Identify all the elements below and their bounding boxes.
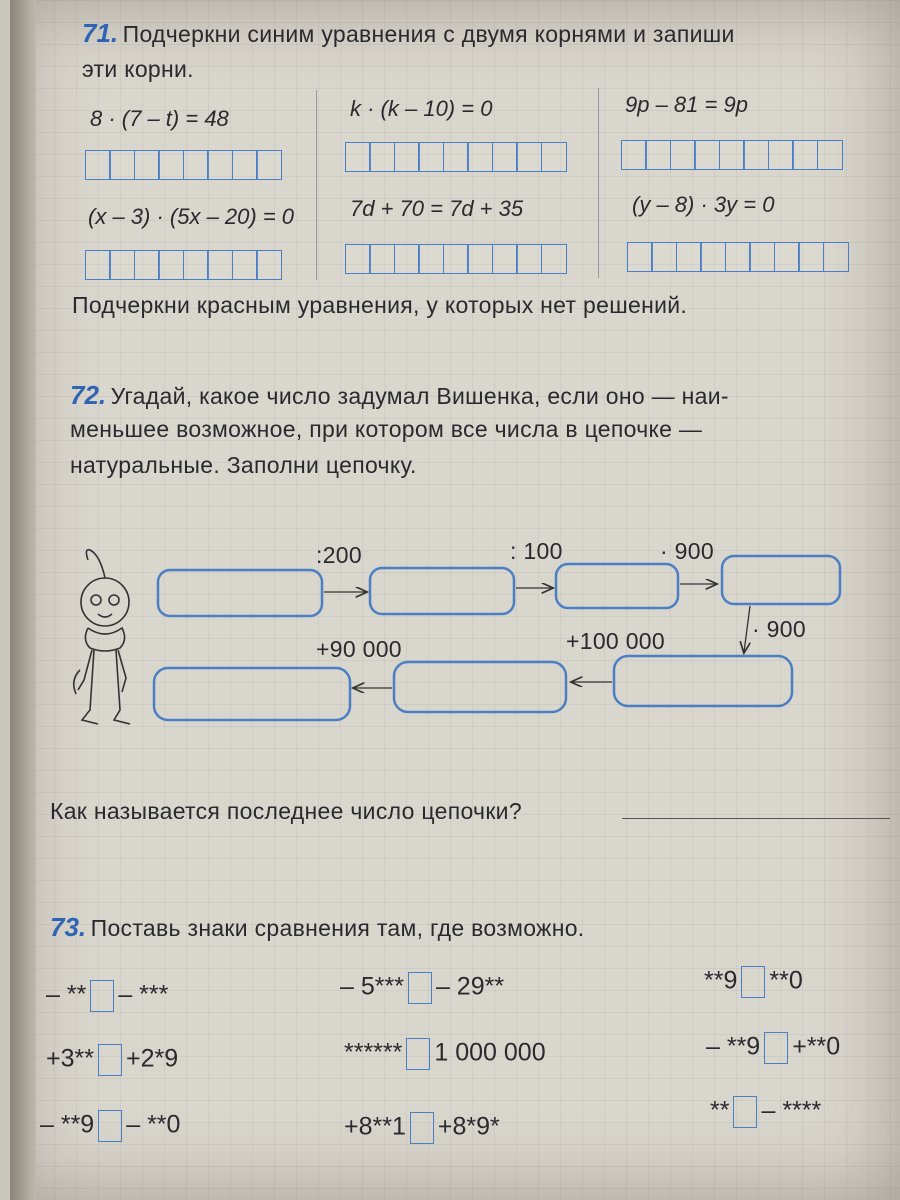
comparison-item (46, 1044, 178, 1076)
answer-cells[interactable] (346, 244, 567, 274)
equation-3: 9p – 81 = 9p (625, 92, 748, 117)
task-text: Поставь знаки сравнения там, где возможно. (90, 915, 585, 941)
task-text-cont: эти корни. (82, 56, 194, 82)
op-label-6: +90 000 (316, 636, 402, 662)
equation-1: 8 · (7 – t) = 48 (90, 106, 229, 131)
answer-cells[interactable] (86, 250, 282, 280)
comparison-box[interactable] (406, 1038, 430, 1070)
op-label-1: :200 (316, 542, 362, 568)
right-operand: – **** (761, 1096, 822, 1125)
comparison-box[interactable] (408, 972, 432, 1004)
op-label-5: +100 000 (566, 628, 665, 654)
task-text: Угадай, какое число задумал Вишенка, если оно — наи- (110, 383, 729, 409)
comparison-item (344, 1038, 546, 1070)
exercise-number: 71. (82, 18, 119, 48)
comparison-box[interactable] (90, 980, 114, 1012)
right-operand: **0 (769, 966, 803, 995)
op-label-2: : 100 (510, 538, 563, 564)
exercise-71-header (82, 18, 735, 49)
comparison-item (710, 1096, 821, 1128)
exercise-72-header (70, 380, 729, 411)
answer-cells[interactable] (86, 150, 282, 180)
task-text-cont: меньшее возможное, при котором все числа в цепочке — (70, 416, 703, 442)
task-text-2: Подчеркни красным уравнения, у которых нет решений. (72, 292, 688, 318)
comparison-item (40, 1110, 180, 1142)
right-operand: +2*9 (125, 1044, 179, 1073)
comparison-item (704, 966, 803, 998)
comparison-item (46, 980, 168, 1012)
comparison-box[interactable] (741, 966, 765, 998)
chain-cell-4[interactable] (722, 556, 840, 604)
exercise-73-header (50, 912, 585, 943)
left-operand: +8**1 (344, 1112, 406, 1141)
equation-5: 7d + 70 = 7d + 35 (350, 196, 524, 221)
comparison-box[interactable] (410, 1112, 434, 1144)
equation-4: (x – 3) · (5x – 20) = 0 (88, 204, 295, 229)
column-divider (316, 90, 317, 280)
task-text-cont: натуральные. Заполни цепочку. (70, 452, 417, 478)
left-operand: – **9 (706, 1032, 761, 1061)
cherry-character-icon (74, 550, 130, 724)
right-operand: – **0 (126, 1110, 181, 1139)
question-text: Как называется последнее число цепочки? (50, 798, 522, 824)
answer-cells[interactable] (346, 142, 567, 172)
equation-6: (y – 8) · 3y = 0 (632, 192, 775, 217)
left-operand: **9 (704, 966, 738, 995)
left-operand: – 5*** (340, 972, 404, 1001)
op-label-3: · 900 (660, 538, 714, 564)
right-operand: +8*9* (437, 1112, 500, 1141)
op-label-4: · 900 (752, 616, 806, 642)
chain-cell-5[interactable] (614, 656, 792, 706)
chain-cell-2[interactable] (370, 568, 514, 614)
column-divider (598, 88, 599, 278)
equation-2: k · (k – 10) = 0 (350, 96, 493, 121)
right-operand: – *** (118, 980, 169, 1009)
exercise-number: 72. (70, 380, 107, 410)
comparison-box[interactable] (733, 1096, 757, 1128)
comparison-box[interactable] (98, 1110, 122, 1142)
right-operand: – 29** (435, 972, 505, 1001)
comparison-box[interactable] (98, 1044, 122, 1076)
comparison-box[interactable] (764, 1032, 788, 1064)
left-operand: +3** (46, 1044, 94, 1073)
answer-cells[interactable] (628, 242, 849, 272)
chain-cell-6[interactable] (394, 662, 566, 712)
exercise-number: 73. (50, 912, 87, 942)
left-operand: ****** (344, 1038, 403, 1067)
workbook-page (10, 0, 900, 1200)
comparison-item (340, 972, 504, 1004)
right-operand: 1 000 000 (434, 1038, 546, 1067)
task-text: Подчеркни синим уравнения с двумя корнями и запиши (122, 21, 735, 47)
chain-cell-1[interactable] (158, 570, 322, 616)
left-operand: – ** (46, 980, 87, 1009)
right-operand: +**0 (792, 1032, 841, 1061)
chain-cell-7[interactable] (154, 668, 350, 720)
left-operand: ** (710, 1096, 730, 1125)
left-operand: – **9 (40, 1110, 95, 1139)
chain-cell-3[interactable] (556, 564, 678, 608)
answer-line[interactable] (622, 818, 890, 819)
comparison-item (706, 1032, 840, 1064)
comparison-item (344, 1112, 500, 1144)
answer-cells[interactable] (622, 140, 843, 170)
